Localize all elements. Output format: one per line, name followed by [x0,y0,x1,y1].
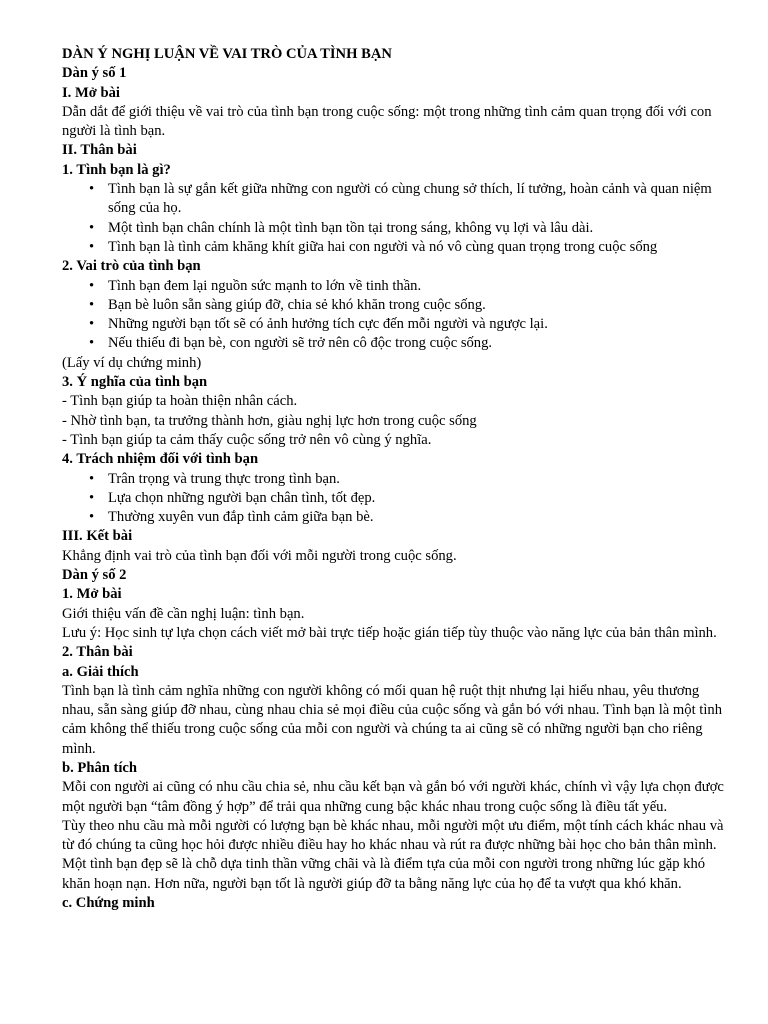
outline-1-body-heading: II. Thân bài [62,142,137,159]
analysis-heading: b. Phân tích [62,759,138,776]
list-item: • Thường xuyên vun đắp tình cảm giữa bạn bè. [108,508,728,527]
analysis-paragraph: Một tình bạn đẹp sẽ là chỗ dựa tinh thần vững chãi và là điểm tựa của mỗi con người trong những lúc gặp khó khăn hoạn nạn. Hơn nữa, người bạn tốt là người giúp đỡ ta bằng năng lực của họ để ta vượt qua khó khăn. [62,856,706,892]
section-1-heading: 1. Tình bạn là gì? [62,161,171,178]
list-item: • Trân trọng và trung thực trong tình bạn. [108,470,728,489]
explain-text: Tình bạn là tình cảm nghĩa những con người không có mối quan hệ ruột thịt nhưng lại hiểu nhau, yêu thương nhau, sẵn sàng giúp đỡ nhau, cùng nhau chia sẻ mọi điều của cuộc sống và gắn bó với nhau. Tình bạn là một tình cảm không thể thiếu trong cuộc sống của mỗi con người và chúng ta ai cũng sẽ có những người bạn cho riêng mình. [62,682,722,757]
outline-1-intro-text: Dẫn dắt để giới thiệu về vai trò của tình bạn trong cuộc sống: một trong những tình cảm quan trọng đối với con người là tình bạn. [62,103,712,140]
list-item: • Bạn bè luôn sẵn sàng giúp đỡ, chia sẻ khó khăn trong cuộc sống. [108,296,728,315]
section-4-heading: 4. Trách nhiệm đối với tình bạn [62,451,259,468]
list-item: • Một tình bạn chân chính là một tình bạn tồn tại trong sáng, không vụ lợi và lâu dài. [108,219,728,238]
section-2-note: (Lấy ví dụ chứng minh) [62,354,202,371]
list-item: • Lựa chọn những người bạn chân tình, tốt đẹp. [108,489,728,508]
outline-2-heading: Dàn ý số 2 [62,567,127,584]
analysis-paragraph: Mỗi con người ai cũng có nhu cầu chia sẻ, nhu cầu kết bạn và gắn bó với người khác, chính vì vậy lựa chọn được một người bạn “tâm đồng ý hợp” để trải qua những cung bậc khác nhau trong cuộc sống là điều tất yếu. [62,779,724,815]
section-3-heading: 3. Ý nghĩa của tình bạn [62,374,208,391]
section-2-heading: 2. Vai trò của tình bạn [62,258,201,275]
outline-1-heading: Dàn ý số 1 [62,65,127,82]
outline-2-intro-note: Lưu ý: Học sinh tự lựa chọn cách viết mở bài trực tiếp hoặc gián tiếp tùy thuộc vào năng lực của bản thân mình. [62,624,717,641]
explain-heading: a. Giải thích [62,663,139,680]
outline-1-intro-heading: I. Mở bài [62,84,120,101]
outline-2-body-heading: 2. Thân bài [62,644,133,661]
list-item: • Tình bạn là tình cảm khăng khít giữa hai con người và nó vô cùng quan trọng trong cuộc sống [108,238,728,257]
list-item: • Tình bạn là sự gắn kết giữa những con người có cùng chung sở thích, lí tưởng, hoàn cảnh và quan niệm sống của họ. [108,180,728,219]
outline-2-intro-heading: 1. Mở bài [62,586,122,603]
section-1-list [62,180,728,257]
section-2-list [62,277,728,354]
list-item: • Nếu thiếu đi bạn bè, con người sẽ trở nên cô độc trong cuộc sống. [108,334,728,353]
proof-heading: c. Chứng minh [62,895,155,912]
section-4-list [62,470,728,528]
outline-2-intro-line: Giới thiệu vấn đề cần nghị luận: tình bạn. [62,605,305,622]
section-3-line: - Tình bạn giúp ta cảm thấy cuộc sống trở nên vô cùng ý nghĩa. [62,431,432,448]
list-item: • Những người bạn tốt sẽ có ảnh hưởng tích cực đến mỗi người và ngược lại. [108,315,728,334]
list-item: • Tình bạn đem lại nguồn sức mạnh to lớn về tinh thần. [108,277,728,296]
outline-1-conclusion-heading: III. Kết bài [62,528,133,545]
analysis-paragraph: Tùy theo nhu cầu mà mỗi người có lượng bạn bè khác nhau, mỗi người một ưu điểm, một tính cách khác nhau và từ đó chúng ta cũng học hỏi được nhiều điều hay ho khác nhau và rút ra được những bài học cho bản thân mình. [62,817,724,854]
section-3-line: - Tình bạn giúp ta hoàn thiện nhân cách. [62,393,298,410]
document-title: DÀN Ý NGHỊ LUẬN VỀ VAI TRÒ CỦA TÌNH BẠN [62,46,392,62]
outline-1-conclusion-text: Khẳng định vai trò của tình bạn đối với mỗi người trong cuộc sống. [62,547,457,564]
section-3-line: - Nhờ tình bạn, ta trưởng thành hơn, giàu nghị lực hơn trong cuộc sống [62,412,477,429]
